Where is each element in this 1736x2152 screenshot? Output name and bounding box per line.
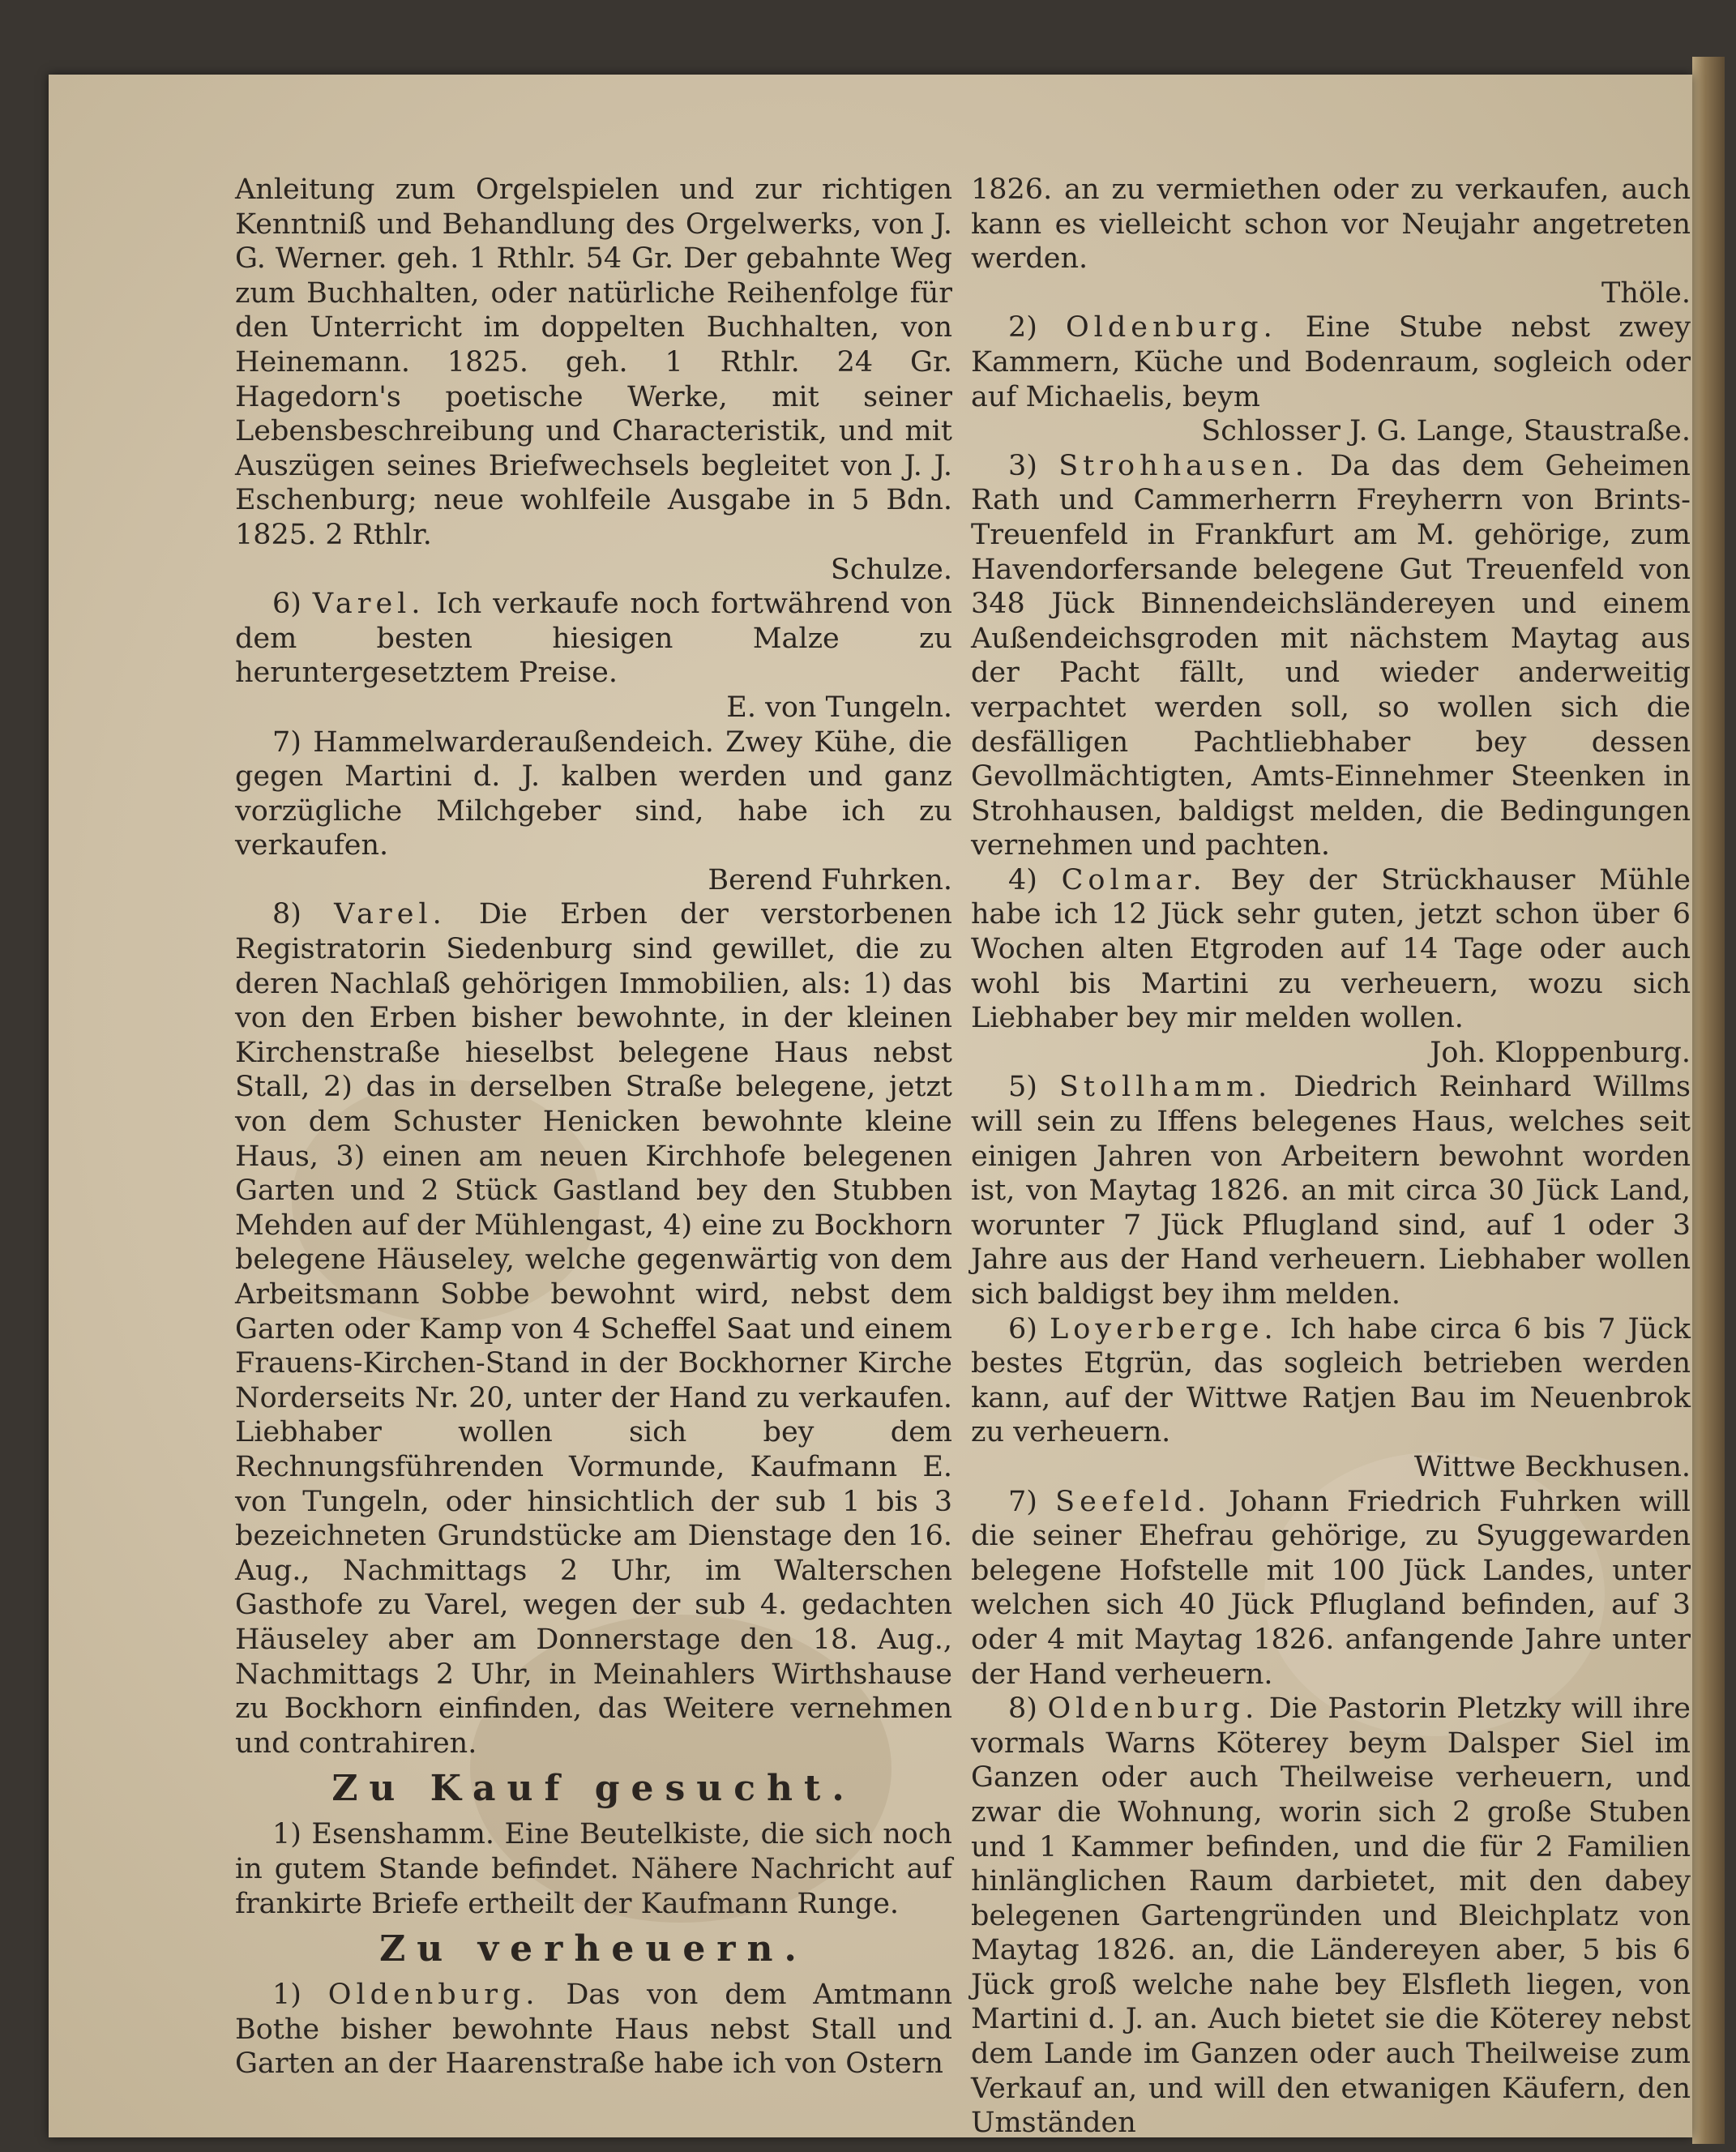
book-page-edge	[1692, 57, 1725, 2144]
entry-number: 7)	[272, 725, 301, 759]
entry-continuation: 1826. an zu vermiethen oder zu verkaufen, auch kann es vielleicht schon vor Neujahr angetreten werden.	[971, 173, 1691, 276]
entry-text: Zwey Kühe, die gegen Martini d. J. kalben werden und ganz vorzügliche Milchgeber sind, habe ich zu verkaufen.	[235, 725, 952, 862]
notice-entry	[971, 1692, 1691, 2141]
book-advert-text: Anleitung zum Orgelspielen und zur richtigen Kenntniß und Behandlung des Orgelwerks, von J. G. Werner. geh. 1 Rthlr. 54 Gr. Der gebahnte Weg zum Buchhalten, oder natürliche Reihenfolge für den Unterricht im doppelten Buchhalten, von Heinemann. 1825. geh. 1 Rthlr. 24 Gr. Hagedorn's poetische Werke, mit seiner Lebensbeschreibung und Characteristik, und mit Auszügen seines Briefwechsels begleitet von J. J. Eschenburg; neue wohlfeile Ausgabe in 5 Bdn. 1825. 2 Rthlr.	[235, 173, 952, 551]
signature: Joh. Kloppenburg.	[1430, 1036, 1691, 1069]
entry-text: Bey der Strückhauser Mühle habe ich 12 Jück sehr guten, jetzt schon über 6 Wochen alten Etgroden auf 14 Tage oder auch wohl bis Martini zu verheuern, wozu sich Liebhaber bey mir melden wollen.	[971, 863, 1691, 1035]
signature: E. von Tungeln.	[726, 691, 952, 724]
place-name: Seefeld.	[1055, 1485, 1211, 1518]
place-name: Oldenburg.	[1065, 311, 1277, 344]
notice-entry	[971, 863, 1691, 1036]
entry-text: Die Pastorin Pletzky will ihre vormals Warns Köterey beym Dalsper Siel im Ganzen oder auch Theilweise verheuern, und zwar die Wohnung, worin sich 2 große Stuben und 1 Kammer befinden, und die für 2 Familien hinlänglichen Raum darbietet, mit den dabey belegenen Gartengründen und Bleichplatz von Maytag 1826. an, die Ländereyen aber, 5 bis 6 Jück groß welche nahe bey Elsfleth liegen, von Martini d. J. an. Auch bietet sie die Köterey nebst dem Lande im Ganzen oder auch Theilweise zum Verkauf an, und will den etwanigen Käufern, den Umständen	[971, 1692, 1691, 2140]
entry-number: 8)	[272, 898, 301, 931]
entry-text: Ich verkaufe noch fortwährend von dem besten hiesigen Malze zu heruntergesetztem Preise.	[235, 588, 952, 690]
entry-number: 1)	[272, 1818, 301, 1851]
notice-entry	[971, 310, 1691, 414]
signature: Thöle.	[1601, 276, 1691, 310]
entry-text: Ich habe circa 6 bis 7 Jück bestes Etgrün, das sogleich betrieben werden kann, auf der Wittwe Ratjen Bau im Neuenbrok zu verheuern.	[971, 1312, 1691, 1449]
entry-text: Diedrich Reinhard Willms will sein zu Iffens belegenes Haus, welches seit einigen Jahren von Arbeitern bewohnt worden ist, von Maytag 1826. an mit circa 30 Jück Land, worunter 7 Jück Pflugland sind, auf 1 oder 3 Jahre aus der Hand verheuern. Liebhaber wollen sich baldigst bey ihm melden.	[971, 1071, 1691, 1311]
place-name: Colmar.	[1061, 863, 1207, 896]
entry-number: 2)	[1008, 311, 1037, 344]
place-name: Hammelwarderaußendeich.	[313, 725, 714, 759]
entry-text: Die Erben der verstorbenen Registratorin Siedenburg sind gewillet, die zu deren Nachlaß gehörigen Immobilien, als: 1) das von den Erben bisher bewohnte, in der kleinen Kirchenstraße hieselbst belegene Haus nebst Stall, 2) das in derselben Straße belegene, jetzt von dem Schuster Henicken bewohnte kleine Haus, 3) einen am neuen Kirchhofe belegenen Garten und 2 Stück Gastland bey den Stubben Mehden auf der Mühlengast, 4) eine zu Bockhorn belegene Häuseley, welche gegenwärtig von dem Arbeitsmann Sobbe bewohnt wird, nebst dem Garten oder Kamp von 4 Scheffel Saat und einem Frauens-Kirchen-Stand in der Bockhorner Kirche Norderseits Nr. 20, unter der Hand zu verkaufen. Liebhaber wollen sich bey dem Rechnungsführenden Vormunde, Kaufmann E. von Tungeln, oder hinsichtlich der sub 1 bis 3 bezeichneten Grundstücke am Dienstage den 16. Aug., Nachmittags 2 Uhr, im Walterschen Gasthofe zu Varel, wegen der sub 4. gedachten Häuseley aber am Donnerstage den 18. Aug., Nachmittags 2 Uhr, in Meinahlers Wirthshause zu Bockhorn einfinden, das Weitere vernehmen und contrahiren.	[235, 898, 952, 1760]
notice-entry	[235, 587, 952, 691]
signature: Berend Fuhrken.	[708, 863, 952, 896]
entry-text: Da das dem Geheimen Rath und Cammerherrn Freyherrn von Brints-Treuenfeld in Frankfurt am M. gehörige, zum Havendorfersande belegene Gut Treuenfeld von 348 Jück Binnendeichsländereyen und einem Außendeichsgroden mit nächstem Maytag aus der Pacht fällt, und wieder anderweitig verpachtet werden soll, so wollen sich die desfälligen Pachtliebhaber bey dessen Gevollmächtigten, Amts-Einnehmer Steenken in Strohhausen, baldigst melden, die Bedingungen vernehmen und pachten.	[971, 449, 1691, 862]
signature: Schlosser J. G. Lange, Staustraße.	[1201, 415, 1691, 448]
place-name: Oldenburg.	[327, 1979, 540, 2012]
notice-entry	[971, 449, 1691, 863]
entry-number: 5)	[1008, 1071, 1037, 1104]
entry-number: 8)	[1008, 1692, 1037, 1726]
section-heading-zu-kauf-gesucht: Zu Kauf gesucht.	[331, 1768, 856, 1810]
entry-number: 4)	[1008, 863, 1037, 896]
entry-number: 6)	[272, 588, 301, 621]
place-name: Loyerberge.	[1050, 1312, 1278, 1346]
place-name: Oldenburg.	[1047, 1692, 1259, 1726]
entry-text: Eine Beutelkiste, die sich noch in gutem Stande befindet. Nähere Nachricht auf frankirte Briefe ertheilt der Kaufmann Runge.	[235, 1818, 952, 1920]
entry-number: 6)	[1008, 1312, 1037, 1346]
notice-entry	[235, 897, 952, 1761]
entry-text: Eine Stube nebst zwey Kammern, Küche und Bodenraum, sogleich oder auf Michaelis, beym	[971, 311, 1691, 413]
notice-entry	[971, 1312, 1691, 1450]
notice-entry	[235, 725, 952, 863]
section-heading-zu-verheuern: Zu verheuern.	[379, 1928, 808, 1970]
notice-entry	[235, 1817, 952, 1921]
signature: Wittwe Beckhusen.	[1413, 1450, 1691, 1483]
place-name: Strohhausen.	[1058, 449, 1309, 482]
signature: Schulze.	[830, 553, 952, 586]
entry-number: 7)	[1008, 1485, 1037, 1518]
notice-entry	[235, 1978, 952, 2081]
entry-text: Das von dem Amtmann Bothe bisher bewohnte Haus nebst Stall und Garten an der Haarenstraße habe ich von Ostern	[235, 1979, 952, 2081]
left-column	[235, 173, 952, 2081]
place-name: Stollhamm.	[1058, 1071, 1272, 1104]
right-column	[971, 173, 1691, 2141]
place-name: Varel.	[312, 588, 425, 621]
notice-entry	[971, 1070, 1691, 1311]
entry-text: Johann Friedrich Fuhrken will die seiner Ehefrau gehörige, zu Syuggewarden belegene Hofstelle mit 100 Jück Landes, unter welchen sich 40 Jück Pflugland befinden, auf 3 oder 4 mit Maytag 1826. anfangende Jahre unter der Hand verheuern.	[971, 1485, 1691, 1691]
place-name: Esenshamm.	[311, 1818, 495, 1851]
entry-number: 1)	[272, 1979, 301, 2012]
entry-number: 3)	[1008, 449, 1037, 482]
notice-entry	[971, 1485, 1691, 1692]
place-name: Varel.	[334, 898, 447, 931]
